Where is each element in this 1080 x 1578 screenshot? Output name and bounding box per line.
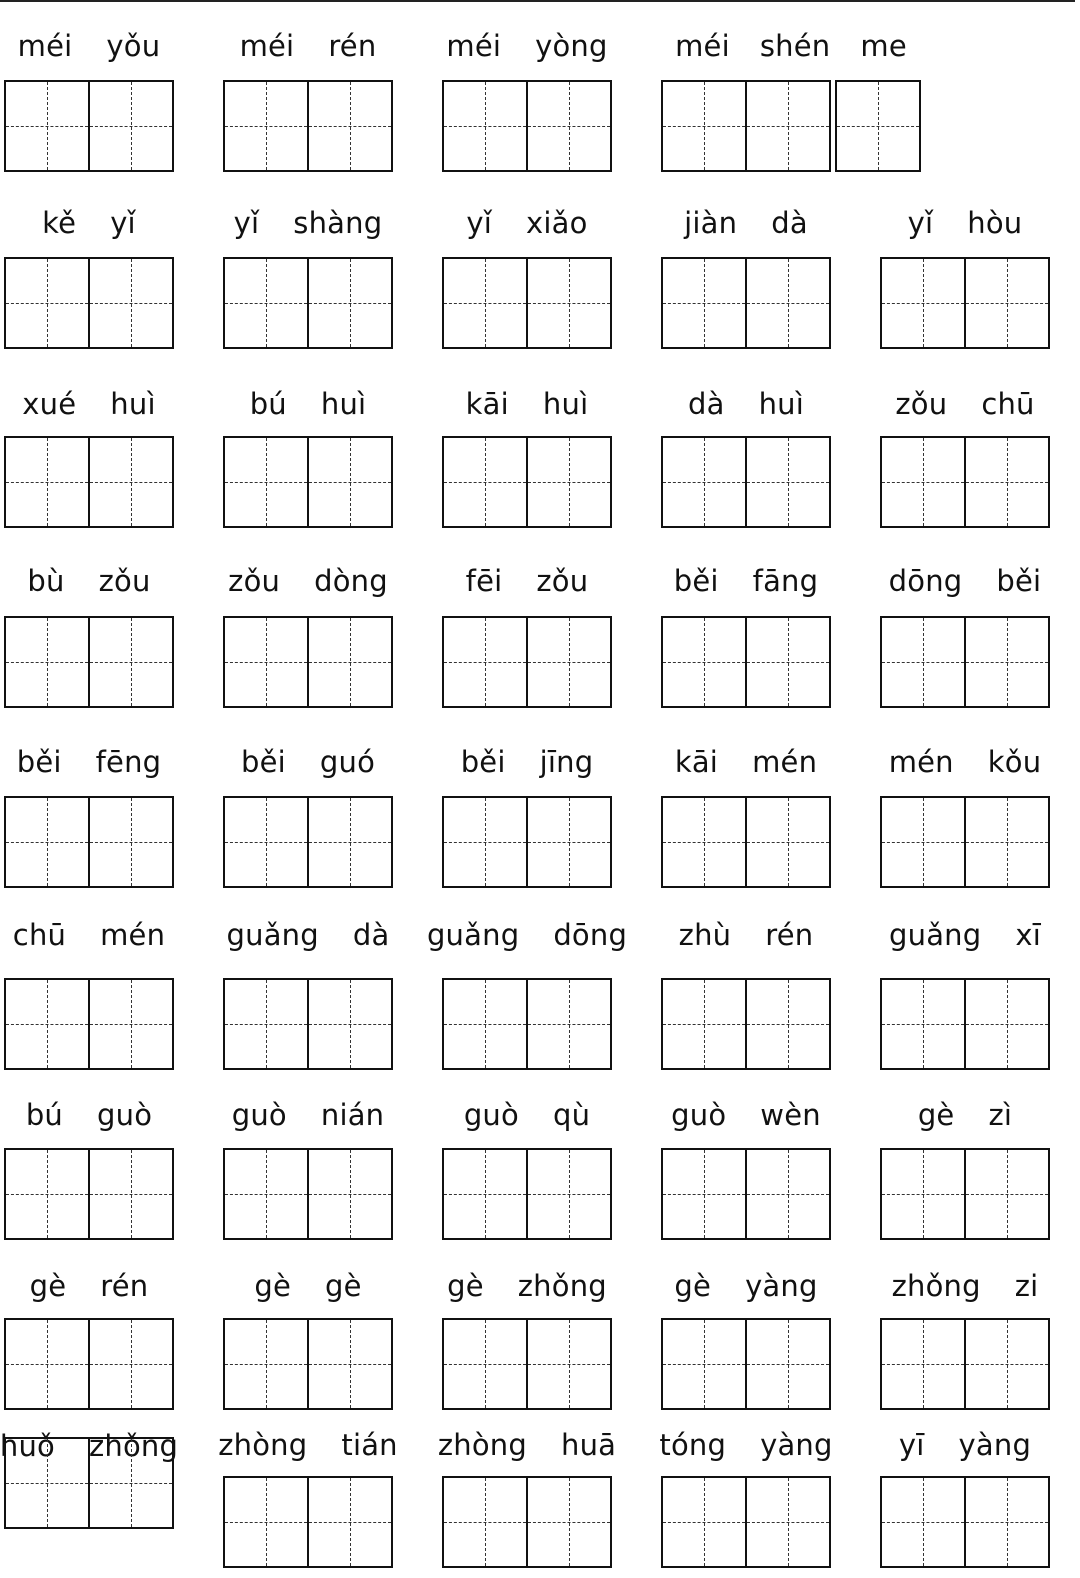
character-grid — [4, 796, 174, 888]
writing-box[interactable] — [223, 796, 309, 888]
pinyin-label — [661, 26, 921, 66]
writing-box[interactable] — [528, 796, 612, 888]
character-grid — [223, 80, 393, 172]
pinyin-syllable: chū — [981, 387, 1035, 421]
writing-box[interactable] — [661, 1318, 747, 1410]
character-grid — [661, 796, 831, 888]
pinyin-syllable: yǐ — [466, 206, 493, 240]
pinyin-syllable: rén — [328, 29, 377, 63]
character-grid — [4, 616, 174, 708]
writing-box[interactable] — [661, 796, 747, 888]
pinyin-syllable: mén — [888, 745, 954, 779]
writing-box[interactable] — [442, 257, 528, 349]
writing-box[interactable] — [4, 1148, 90, 1240]
pinyin-syllable: kāi — [465, 387, 509, 421]
writing-box[interactable] — [4, 80, 90, 172]
pinyin-label — [880, 203, 1050, 243]
writing-box[interactable] — [747, 1318, 831, 1410]
writing-box[interactable] — [4, 1318, 90, 1410]
character-grid — [223, 616, 393, 708]
pinyin-syllable: méi — [675, 29, 730, 63]
writing-box[interactable] — [661, 978, 747, 1070]
writing-box[interactable] — [880, 257, 966, 349]
writing-box[interactable] — [90, 1318, 174, 1410]
writing-box[interactable] — [223, 1148, 309, 1240]
pinyin-syllable: kǒu — [987, 745, 1042, 779]
pinyin-syllable: gè — [917, 1098, 955, 1132]
writing-box[interactable] — [528, 978, 612, 1070]
pinyin-syllable: guò — [463, 1098, 519, 1132]
writing-box[interactable] — [966, 1318, 1050, 1410]
pinyin-syllable: méi — [239, 29, 295, 63]
writing-box[interactable] — [309, 257, 393, 349]
writing-box[interactable] — [223, 80, 309, 172]
character-grid — [223, 1476, 393, 1568]
pinyin-syllable: běi — [460, 745, 506, 779]
pinyin-label — [4, 26, 174, 66]
pinyin-label — [661, 561, 831, 601]
pinyin-label — [661, 384, 831, 424]
character-grid — [442, 616, 612, 708]
pinyin-syllable: zǒu — [228, 564, 281, 598]
writing-box[interactable] — [747, 796, 831, 888]
writing-box[interactable] — [90, 436, 174, 528]
pinyin-label — [442, 742, 612, 782]
writing-box[interactable] — [309, 80, 393, 172]
pinyin-syllable: yàng — [760, 1428, 833, 1462]
writing-box[interactable] — [90, 616, 174, 708]
writing-box[interactable] — [835, 80, 921, 172]
pinyin-syllable: gè — [325, 1269, 362, 1303]
pinyin-label — [442, 26, 612, 66]
writing-box[interactable] — [661, 80, 747, 172]
pinyin-syllable: zhòng — [437, 1428, 527, 1462]
character-grid — [661, 978, 831, 1070]
pinyin-syllable: huā — [561, 1428, 617, 1462]
pinyin-label — [223, 26, 393, 66]
pinyin-syllable: tóng — [659, 1428, 727, 1462]
pinyin-syllable: guǎng — [889, 918, 982, 952]
pinyin-syllable: mén — [752, 745, 818, 779]
writing-box[interactable] — [966, 616, 1050, 708]
character-grid — [880, 616, 1050, 708]
writing-box[interactable] — [528, 1148, 612, 1240]
pinyin-syllable: guǎng — [426, 918, 520, 952]
writing-box[interactable] — [90, 1437, 174, 1529]
character-grid — [661, 1476, 831, 1568]
writing-box[interactable] — [4, 436, 90, 528]
pinyin-syllable: gè — [674, 1269, 712, 1303]
character-grid — [880, 1148, 1050, 1240]
writing-box[interactable] — [309, 436, 393, 528]
pinyin-syllable: xué — [22, 387, 77, 421]
pinyin-label — [223, 1266, 393, 1306]
pinyin-syllable: jīng — [539, 745, 594, 779]
writing-box[interactable] — [223, 436, 309, 528]
pinyin-syllable: zhòng — [218, 1428, 308, 1462]
pinyin-syllable: rén — [100, 1269, 149, 1303]
pinyin-syllable: huì — [758, 387, 804, 421]
pinyin-syllable: me — [860, 29, 907, 63]
writing-box[interactable] — [966, 978, 1050, 1070]
pinyin-syllable: huì — [320, 387, 367, 421]
pinyin-syllable: huì — [542, 387, 589, 421]
pinyin-syllable: yī — [898, 1428, 925, 1462]
writing-box[interactable] — [442, 1148, 528, 1240]
pinyin-syllable: méi — [17, 29, 73, 63]
pinyin-syllable: huì — [110, 387, 156, 421]
writing-box[interactable] — [309, 1476, 393, 1568]
pinyin-syllable: zi — [1014, 1269, 1039, 1303]
pinyin-syllable: guó — [319, 745, 376, 779]
writing-box[interactable] — [747, 616, 831, 708]
pinyin-syllable: zì — [988, 1098, 1013, 1132]
pinyin-syllable: dōng — [888, 564, 963, 598]
character-grid — [880, 1476, 1050, 1568]
writing-box[interactable] — [747, 1476, 831, 1568]
character-grid — [442, 257, 612, 349]
character-grid — [442, 796, 612, 888]
character-grid — [442, 436, 612, 528]
writing-box[interactable] — [223, 1476, 309, 1568]
writing-box[interactable] — [223, 257, 309, 349]
writing-box[interactable] — [966, 436, 1050, 528]
writing-box[interactable] — [528, 1476, 612, 1568]
pinyin-label — [661, 742, 831, 782]
writing-box[interactable] — [4, 616, 90, 708]
pinyin-syllable: xī — [1015, 918, 1041, 952]
pinyin-syllable: zǒu — [98, 564, 151, 598]
pinyin-syllable: yòng — [535, 29, 608, 63]
pinyin-syllable: zhǒng — [891, 1269, 981, 1303]
writing-box[interactable] — [966, 1148, 1050, 1240]
pinyin-syllable: gè — [254, 1269, 291, 1303]
writing-box[interactable] — [442, 436, 528, 528]
pinyin-syllable: bù — [27, 564, 65, 598]
pinyin-syllable: fēi — [465, 564, 503, 598]
writing-box[interactable] — [90, 80, 174, 172]
writing-box[interactable] — [442, 1318, 528, 1410]
pinyin-syllable: dà — [687, 387, 725, 421]
pinyin-label — [4, 1266, 174, 1306]
character-grid — [223, 1318, 393, 1410]
writing-box[interactable] — [309, 616, 393, 708]
writing-box[interactable] — [90, 796, 174, 888]
character-grid — [4, 978, 174, 1070]
writing-box[interactable] — [661, 1476, 747, 1568]
character-grid — [223, 796, 393, 888]
pinyin-syllable: mén — [100, 918, 166, 952]
writing-box[interactable] — [661, 436, 747, 528]
pinyin-label — [661, 1095, 831, 1135]
pinyin-label — [442, 561, 612, 601]
writing-box[interactable] — [528, 257, 612, 349]
character-grid — [661, 257, 831, 349]
pinyin-syllable: yǐ — [110, 206, 136, 240]
writing-box[interactable] — [880, 616, 966, 708]
pinyin-syllable: guò — [97, 1098, 153, 1132]
pinyin-syllable: yàng — [745, 1269, 818, 1303]
pinyin-label — [661, 915, 831, 955]
character-grid — [223, 257, 393, 349]
writing-box[interactable] — [880, 1476, 966, 1568]
pinyin-label — [4, 561, 174, 601]
writing-box[interactable] — [661, 616, 747, 708]
pinyin-label — [4, 915, 174, 955]
writing-box[interactable] — [747, 436, 831, 528]
writing-box[interactable] — [528, 616, 612, 708]
pinyin-label — [223, 384, 393, 424]
pinyin-syllable: méi — [446, 29, 502, 63]
writing-box[interactable] — [880, 1148, 966, 1240]
pinyin-syllable: jiàn — [684, 206, 738, 240]
pinyin-label — [437, 1425, 617, 1465]
pinyin-syllable: huǒ — [0, 1429, 55, 1463]
writing-box[interactable] — [309, 1148, 393, 1240]
character-grid — [4, 436, 174, 528]
pinyin-label — [4, 742, 174, 782]
pinyin-label — [880, 384, 1050, 424]
writing-box[interactable] — [90, 1148, 174, 1240]
pinyin-syllable: kāi — [674, 745, 719, 779]
writing-box[interactable] — [4, 796, 90, 888]
writing-box[interactable] — [309, 796, 393, 888]
pinyin-syllable: dòng — [314, 564, 388, 598]
writing-box[interactable] — [4, 1437, 90, 1529]
pinyin-syllable: shén — [759, 29, 831, 63]
pinyin-label — [223, 915, 393, 955]
pinyin-label — [4, 203, 174, 243]
pinyin-syllable: hòu — [967, 206, 1023, 240]
pinyin-syllable: bú — [25, 1098, 64, 1132]
pinyin-syllable: zhǒng — [88, 1429, 179, 1463]
writing-box[interactable] — [528, 1318, 612, 1410]
pinyin-syllable: xiǎo — [526, 206, 588, 240]
pinyin-label — [223, 742, 393, 782]
character-grid — [4, 1437, 174, 1529]
pinyin-label — [661, 203, 831, 243]
writing-box[interactable] — [223, 1318, 309, 1410]
writing-box[interactable] — [966, 1476, 1050, 1568]
pinyin-label — [218, 1425, 398, 1465]
character-grid — [442, 1476, 612, 1568]
pinyin-label — [442, 1266, 612, 1306]
pinyin-label — [880, 561, 1050, 601]
character-grid — [442, 978, 612, 1070]
writing-box[interactable] — [661, 257, 747, 349]
pinyin-label — [4, 1095, 174, 1135]
pinyin-syllable: yǐ — [233, 206, 260, 240]
writing-box[interactable] — [528, 80, 612, 172]
writing-box[interactable] — [966, 257, 1050, 349]
pinyin-syllable: nián — [320, 1098, 385, 1132]
writing-box[interactable] — [880, 1318, 966, 1410]
writing-box[interactable] — [4, 257, 90, 349]
writing-box[interactable] — [90, 257, 174, 349]
pinyin-syllable: yàng — [958, 1428, 1032, 1462]
pinyin-label — [880, 1266, 1050, 1306]
pinyin-syllable: tián — [341, 1428, 398, 1462]
writing-box[interactable] — [442, 1476, 528, 1568]
character-grid — [880, 257, 1050, 349]
pinyin-syllable: shàng — [293, 206, 383, 240]
writing-box[interactable] — [442, 80, 528, 172]
writing-box[interactable] — [747, 978, 831, 1070]
writing-box[interactable] — [880, 978, 966, 1070]
writing-box[interactable] — [309, 1318, 393, 1410]
character-grid — [4, 1148, 174, 1240]
writing-box[interactable] — [880, 796, 966, 888]
pinyin-syllable: guò — [231, 1098, 287, 1132]
pinyin-syllable: kě — [42, 206, 77, 240]
pinyin-syllable: gè — [29, 1269, 67, 1303]
writing-box[interactable] — [747, 1148, 831, 1240]
pinyin-syllable: dà — [352, 918, 390, 952]
pinyin-syllable: běi — [16, 745, 62, 779]
character-grid — [880, 1318, 1050, 1410]
pinyin-syllable: zhù — [678, 918, 732, 952]
character-grid — [223, 978, 393, 1070]
pinyin-syllable: qù — [552, 1098, 591, 1132]
pinyin-syllable: fāng — [752, 564, 819, 598]
pinyin-syllable: běi — [996, 564, 1042, 598]
pinyin-syllable: wèn — [760, 1098, 821, 1132]
pinyin-syllable: rén — [765, 918, 814, 952]
character-grid — [223, 1148, 393, 1240]
pinyin-label — [880, 1095, 1050, 1135]
character-grid — [661, 616, 831, 708]
character-grid — [880, 796, 1050, 888]
pinyin-label — [426, 915, 628, 955]
character-grid — [661, 436, 831, 528]
pinyin-syllable: zǒu — [895, 387, 948, 421]
writing-box[interactable] — [747, 257, 831, 349]
character-grid — [661, 80, 921, 172]
pinyin-label — [442, 1095, 612, 1135]
writing-box[interactable] — [309, 978, 393, 1070]
character-grid — [661, 1148, 831, 1240]
pinyin-syllable: zǒu — [536, 564, 589, 598]
writing-box[interactable] — [90, 978, 174, 1070]
pinyin-label — [661, 1425, 831, 1465]
writing-box[interactable] — [223, 978, 309, 1070]
pinyin-label — [442, 203, 612, 243]
writing-box[interactable] — [442, 978, 528, 1070]
character-grid — [880, 436, 1050, 528]
writing-box[interactable] — [442, 616, 528, 708]
pinyin-syllable: zhǒng — [517, 1269, 607, 1303]
pinyin-label — [442, 384, 612, 424]
character-grid — [880, 978, 1050, 1070]
character-grid — [4, 1318, 174, 1410]
pinyin-label — [4, 384, 174, 424]
writing-box[interactable] — [747, 80, 831, 172]
pinyin-syllable: běi — [240, 745, 286, 779]
pinyin-syllable: dà — [771, 206, 808, 240]
character-grid — [442, 1318, 612, 1410]
pinyin-label — [880, 1425, 1050, 1465]
pinyin-syllable: fēng — [95, 745, 162, 779]
pinyin-syllable: yǐ — [907, 206, 934, 240]
pinyin-syllable: bú — [249, 387, 287, 421]
writing-box[interactable] — [442, 796, 528, 888]
character-grid — [223, 436, 393, 528]
character-grid — [442, 1148, 612, 1240]
pinyin-syllable: guò — [671, 1098, 727, 1132]
writing-box[interactable] — [4, 978, 90, 1070]
pinyin-label — [223, 561, 393, 601]
pinyin-syllable: dōng — [553, 918, 628, 952]
writing-box[interactable] — [223, 616, 309, 708]
character-grid — [4, 257, 174, 349]
pinyin-syllable: chū — [12, 918, 67, 952]
pinyin-label — [223, 1095, 393, 1135]
character-grid — [442, 80, 612, 172]
pinyin-label — [880, 742, 1050, 782]
pinyin-syllable: yǒu — [106, 29, 161, 63]
character-grid — [661, 1318, 831, 1410]
pinyin-syllable: gè — [447, 1269, 484, 1303]
pinyin-syllable: guǎng — [226, 918, 319, 952]
writing-box[interactable] — [966, 796, 1050, 888]
pinyin-label — [880, 915, 1050, 955]
writing-box[interactable] — [661, 1148, 747, 1240]
writing-box[interactable] — [528, 436, 612, 528]
pinyin-label — [661, 1266, 831, 1306]
pinyin-label — [223, 203, 393, 243]
writing-box[interactable] — [880, 436, 966, 528]
pinyin-syllable: běi — [673, 564, 719, 598]
character-grid — [4, 80, 174, 172]
